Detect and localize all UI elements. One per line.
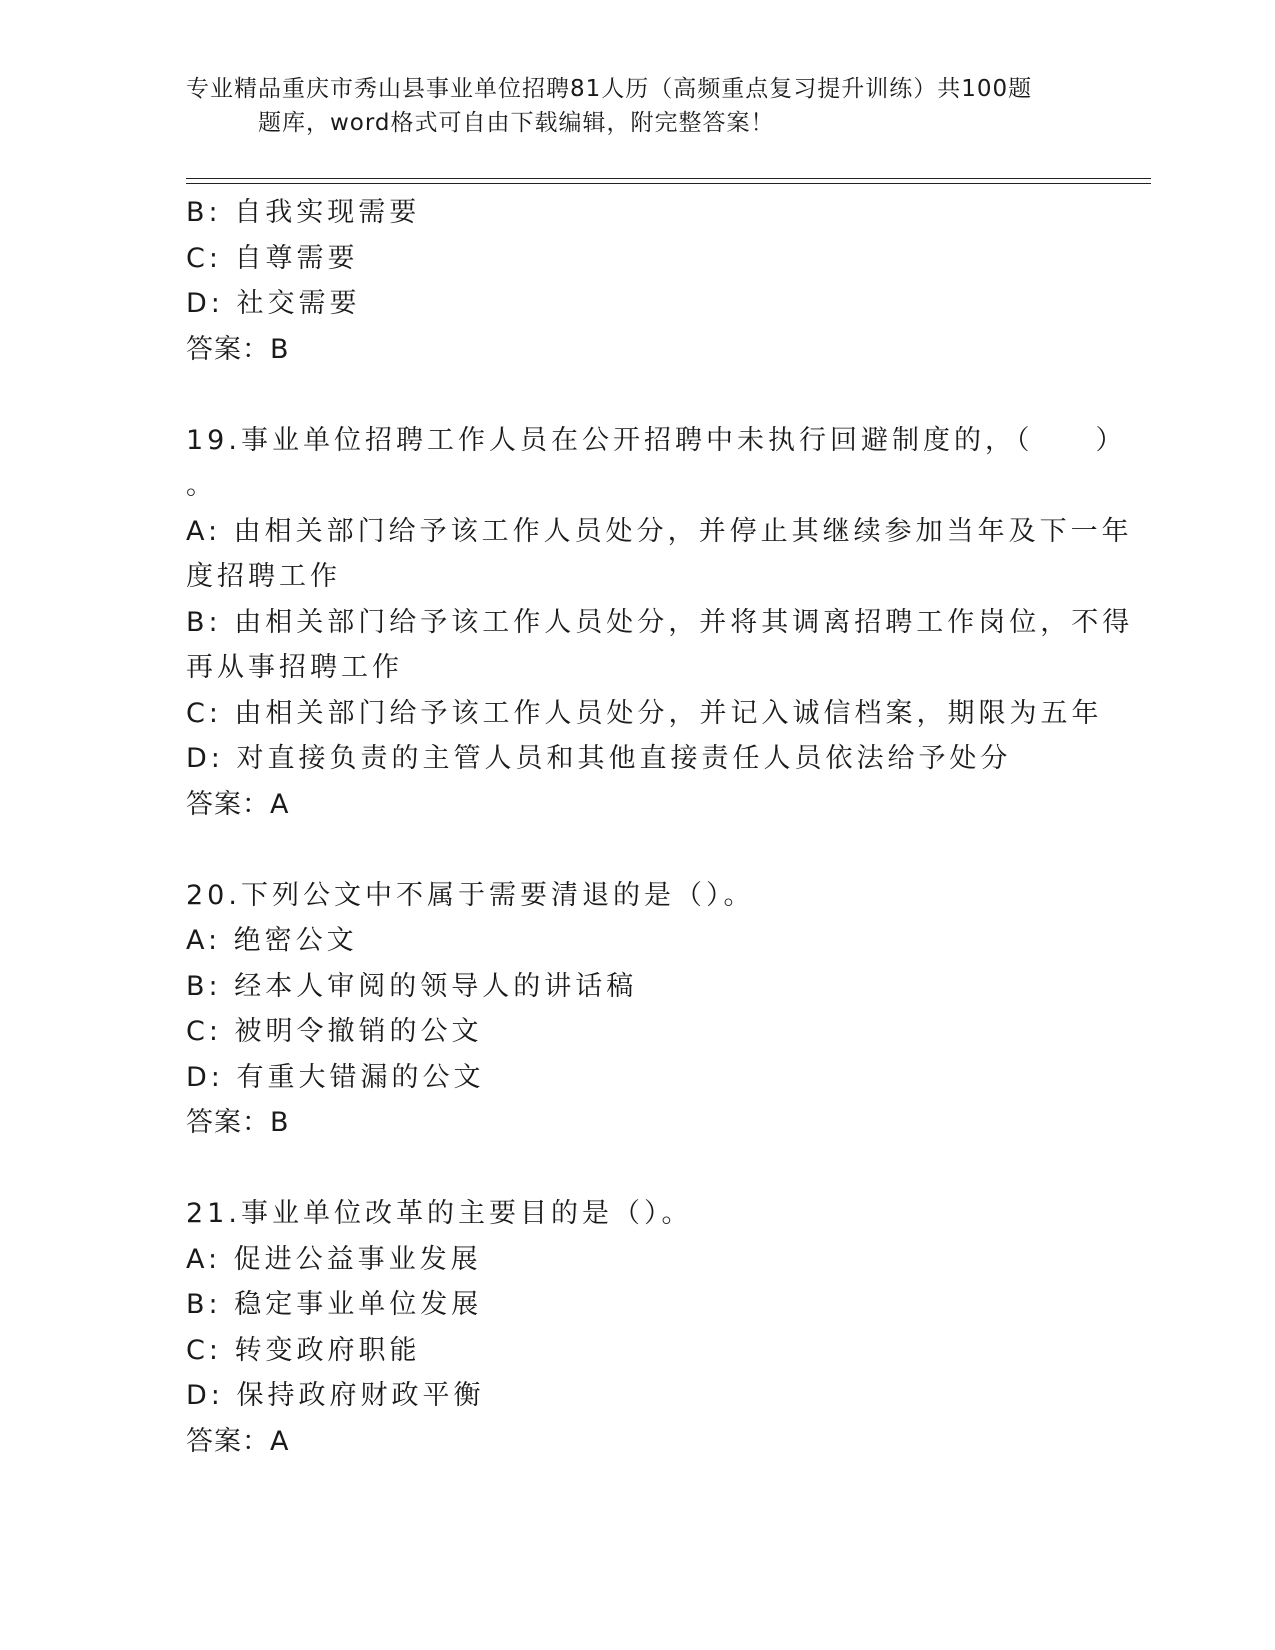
option-b-continuation: 再从事招聘工作 [186,652,403,683]
question-stem: 19.事业单位招聘工作人员在公开招聘中未执行回避制度的，（ ） [186,424,1127,456]
document-header [186,72,1066,140]
option-b: B: 自我实现需要 [186,197,421,228]
option-a: A: 由相关部门给予该工作人员处分，并停止其继续参加当年及下一年 [186,515,1133,547]
question-18-tail [186,190,1066,372]
option-d: D: 社交需要 [186,288,361,319]
option-a: A: 绝密公文 [186,925,358,956]
option-d: D: 对直接负责的主管人员和其他直接责任人员依法给予处分 [186,743,1012,774]
question-stem: 21.事业单位改革的主要目的是（）。 [186,1198,693,1229]
option-b: B: 由相关部门给予该工作人员处分，并将其调离招聘工作岗位，不得 [186,606,1134,638]
header-title-line1: 专业精品重庆市秀山县事业单位招聘81人历（高频重点复习提升训练）共100题 [186,76,1033,102]
option-c: C: 转变政府职能 [186,1334,421,1366]
answer-line: 答案：A [186,788,290,820]
option-d: D: 保持政府财政平衡 [186,1380,485,1411]
spacer [186,1146,1066,1192]
option-d: D: 有重大错漏的公文 [186,1061,485,1093]
option-b: B: 经本人审阅的领导人的讲话稿 [186,970,638,1002]
option-c: C: 由相关部门给予该工作人员处分，并记入诚信档案，期限为五年 [186,697,1103,729]
option-a-continuation: 度招聘工作 [186,561,341,592]
question-21 [186,1191,1066,1464]
option-a: A: 促进公益事业发展 [186,1243,482,1275]
answer-line: 答案：A [186,1425,290,1457]
question-20 [186,873,1066,1146]
header-title-line2: 题库，word格式可自由下载编辑，附完整答案！ [258,110,775,136]
option-c: C: 被明令撤销的公文 [186,1016,483,1047]
question-stem-continuation: 。 [186,470,217,501]
document-body [186,190,1134,1464]
answer-line: 答案：B [186,333,290,365]
question-stem: 20.下列公文中不属于需要清退的是（）。 [186,879,755,911]
header-divider-top [186,178,1151,179]
question-19 [186,418,1134,828]
header-divider-bottom [186,183,1151,184]
spacer [186,372,1066,418]
spacer [186,827,1066,873]
answer-line: 答案：B [186,1107,290,1138]
option-c: C: 自尊需要 [186,242,359,274]
option-b: B: 稳定事业单位发展 [186,1289,483,1320]
